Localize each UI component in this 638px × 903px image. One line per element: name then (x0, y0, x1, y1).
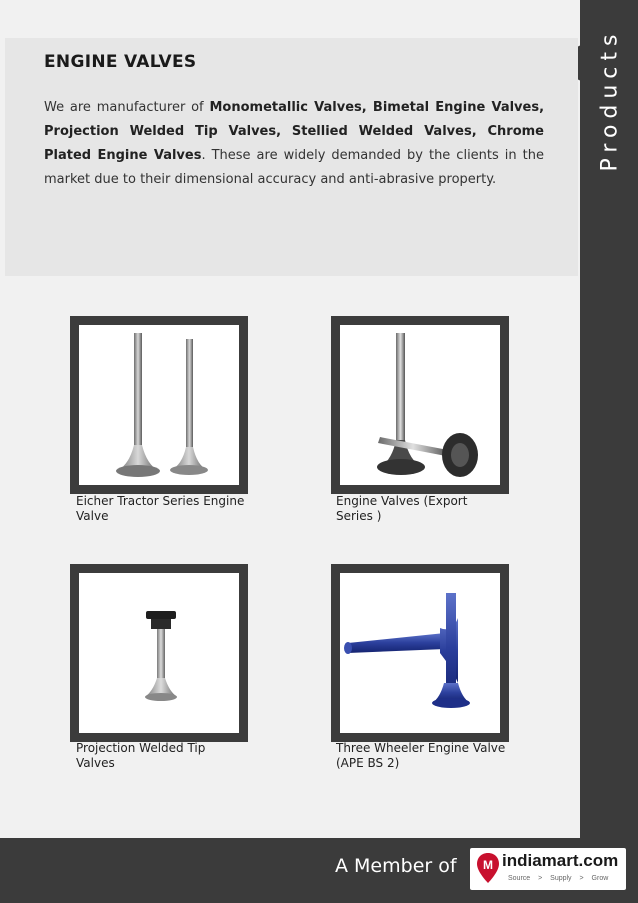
sidebar-title-text: Products (597, 28, 623, 172)
product-card-2[interactable] (331, 316, 509, 494)
product-image-2[interactable] (340, 325, 500, 485)
product-name-2[interactable]: Engine Valves (Export Series ) (336, 494, 468, 523)
product-list-text: Monometallic Valves, Bimetal Engine Valves, Projection Welded Tip Valves, Stellied Welded Valves, Chrome Plated Engine Valves (44, 100, 545, 163)
section-heading: ENGINE VALVES (44, 52, 197, 72)
intro-text: We are manufacturer of (44, 100, 204, 115)
product-name-3[interactable]: Projection Welded Tip Valves (76, 741, 206, 770)
product-image-3[interactable] (79, 573, 239, 733)
indiamart-logo-tagline: Source > Supply > Grow (508, 875, 609, 882)
product-image-4[interactable] (340, 573, 500, 733)
product-name-4[interactable]: Three Wheeler Engine Valve (APE BS 2) (336, 741, 506, 770)
indiamart-logo-text: indiamart.com (502, 851, 619, 870)
section-description (44, 96, 544, 192)
sidebar-title (595, 10, 625, 190)
product-name-1[interactable]: Eicher Tractor Series Engine Valve (76, 494, 245, 523)
product-image-1[interactable] (79, 325, 239, 485)
product-card-4[interactable] (331, 564, 509, 742)
svg-text:M: M (483, 858, 493, 872)
product-card-3[interactable] (70, 564, 248, 742)
indiamart-logo-mark-icon (476, 852, 500, 884)
outro-text: . These are widely demanded by the clients in the market due to their dimensional accuracy and anti-abrasive property. (44, 148, 544, 187)
member-text: A Member of (335, 855, 457, 877)
product-card-1[interactable] (70, 316, 248, 494)
